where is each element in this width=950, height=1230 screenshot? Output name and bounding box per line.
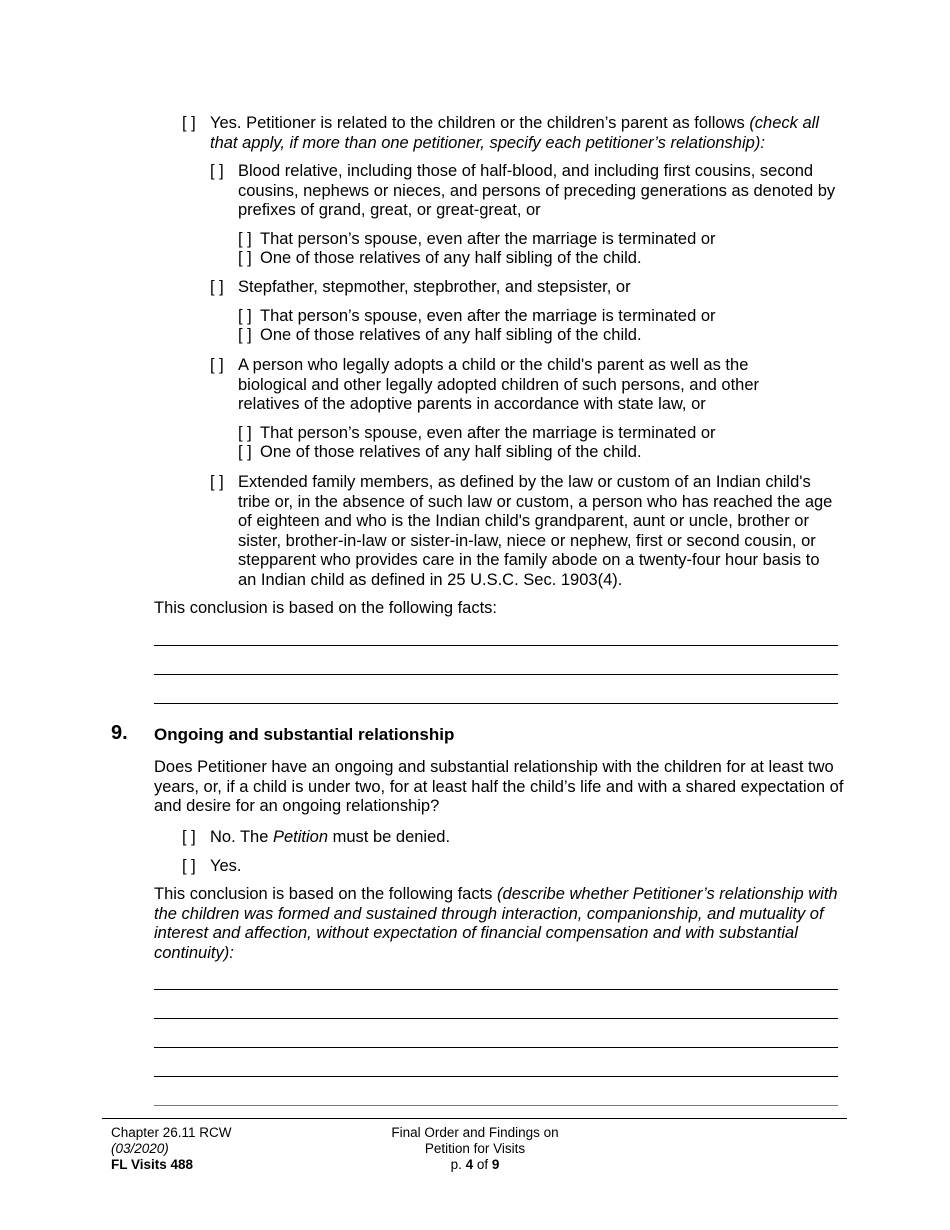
step-relative-checkbox[interactable]: [ ] [210, 278, 224, 296]
blood-spouse-text: That person’s spouse, even after the marriage is terminated or [260, 230, 716, 248]
footer-left [111, 1125, 232, 1173]
footer-date: (03/2020) [111, 1141, 169, 1156]
relationship-yes-text [210, 114, 840, 153]
section-9-no-suffix: must be denied. [328, 828, 451, 846]
adoptive-half-sibling-checkbox[interactable]: [ ] [238, 443, 252, 461]
section-9-no-petition: Petition [272, 828, 329, 846]
section-9-no-checkbox[interactable]: [ ] [182, 828, 196, 846]
footer-chapter: Chapter 26.11 RCW [111, 1125, 232, 1140]
relationship-yes-note: (check all that apply, if more than one petitioner, specify each petitioner’s relationship): [210, 114, 820, 152]
section-9-title: Ongoing and substantial relationship [154, 725, 455, 744]
blood-spouse-checkbox[interactable]: [ ] [238, 230, 252, 248]
footer-page-prefix: p. [450, 1157, 466, 1172]
step-half-sibling-checkbox[interactable]: [ ] [238, 326, 252, 344]
section-9-facts-note: (describe whether Petitioner’s relationship with the children was formed and sustained through interaction, companionship, and mutuality of interest and affection, without expectation of financial compensation and with substantial continuity): [154, 885, 838, 962]
footer-form-number: FL Visits 488 [111, 1157, 194, 1172]
section-9-facts-line-2[interactable] [154, 1018, 838, 1019]
adoptive-spouse-checkbox[interactable]: [ ] [238, 424, 252, 442]
step-relative-text: Stepfather, stepmother, stepbrother, and stepsister, or [238, 278, 631, 296]
adoptive-spouse-text: That person’s spouse, even after the marriage is terminated or [260, 424, 716, 442]
section-9-facts-line-1[interactable] [154, 989, 838, 990]
section-9-yes-checkbox[interactable]: [ ] [182, 857, 196, 875]
section-9-no-label: No. The [210, 828, 273, 846]
blood-half-sibling-text: One of those relatives of any half sibling of the child. [260, 249, 642, 267]
relationship-facts-line-3[interactable] [154, 703, 838, 704]
footer-page-of: of [473, 1157, 492, 1172]
blood-relative-checkbox[interactable]: [ ] [210, 162, 224, 180]
section-9-facts-line-4[interactable] [154, 1076, 838, 1077]
adoptive-relative-text: A person who legally adopts a child or the child's parent as well as the biological and other legally adopted children of such persons, and other relatives of the adoptive parents in accordance with state law, or [238, 356, 760, 413]
section-9-facts-label: This conclusion is based on the following facts [154, 885, 498, 903]
footer-page-total: 9 [491, 1157, 500, 1172]
step-spouse-text: That person’s spouse, even after the marriage is terminated or [260, 307, 716, 325]
adoptive-relative-checkbox[interactable]: [ ] [210, 356, 224, 374]
footer-page-number [375, 1157, 575, 1173]
section-9-facts-line-5 [154, 1105, 838, 1106]
footer-title-line-2: Petition for Visits [424, 1141, 526, 1156]
step-spouse-checkbox[interactable]: [ ] [238, 307, 252, 325]
relationship-facts-line-1[interactable] [154, 645, 838, 646]
footer-title-line-1: Final Order and Findings on [391, 1125, 559, 1140]
footer-page-current: 4 [465, 1157, 474, 1172]
step-half-sibling-text: One of those relatives of any half sibling of the child. [260, 326, 642, 344]
relationship-yes-checkbox[interactable]: [ ] [182, 114, 196, 132]
section-9-yes-label: Yes. [210, 857, 242, 875]
footer-divider [102, 1118, 847, 1119]
relationship-facts-line-2[interactable] [154, 674, 838, 675]
section-9-no-text [210, 828, 450, 848]
section-9-question: Does Petitioner have an ongoing and substantial relationship with the children for at least two years, or, if a child is under two, for at least half the child’s life and with a shared expectation of and desire for an ongoing relationship? [154, 758, 844, 815]
extended-family-text: Extended family members, as defined by the law or custom of an Indian child's tribe or, in the absence of such law or custom, a person who has reached the age of eighteen and who is the Indian child's grandparent, aunt or uncle, brother or sister, brother-in-law or sister-in-law, niece or nephew, first or second cousin, or stepparent who provides care in the family abode on a twenty-four hour basis to an Indian child as defined in 25 U.S.C. Sec. 1903(4). [238, 473, 833, 589]
section-9-number: 9. [111, 722, 128, 744]
section-9-facts-line-3[interactable] [154, 1047, 838, 1048]
blood-half-sibling-checkbox[interactable]: [ ] [238, 249, 252, 267]
adoptive-half-sibling-text: One of those relatives of any half sibling of the child. [260, 443, 642, 461]
section-9-facts-text [154, 885, 842, 963]
relationship-facts-label: This conclusion is based on the following facts: [154, 599, 498, 617]
footer-center [375, 1125, 575, 1173]
relationship-yes-label: Yes. Petitioner is related to the children or the children’s parent as follows [210, 114, 750, 132]
extended-family-checkbox[interactable]: [ ] [210, 473, 224, 491]
blood-relative-text: Blood relative, including those of half-blood, and including first cousins, second cousins, nephews or nieces, and persons of preceding generations as denoted by prefixes of grand, great, or great-great, or [238, 162, 836, 219]
